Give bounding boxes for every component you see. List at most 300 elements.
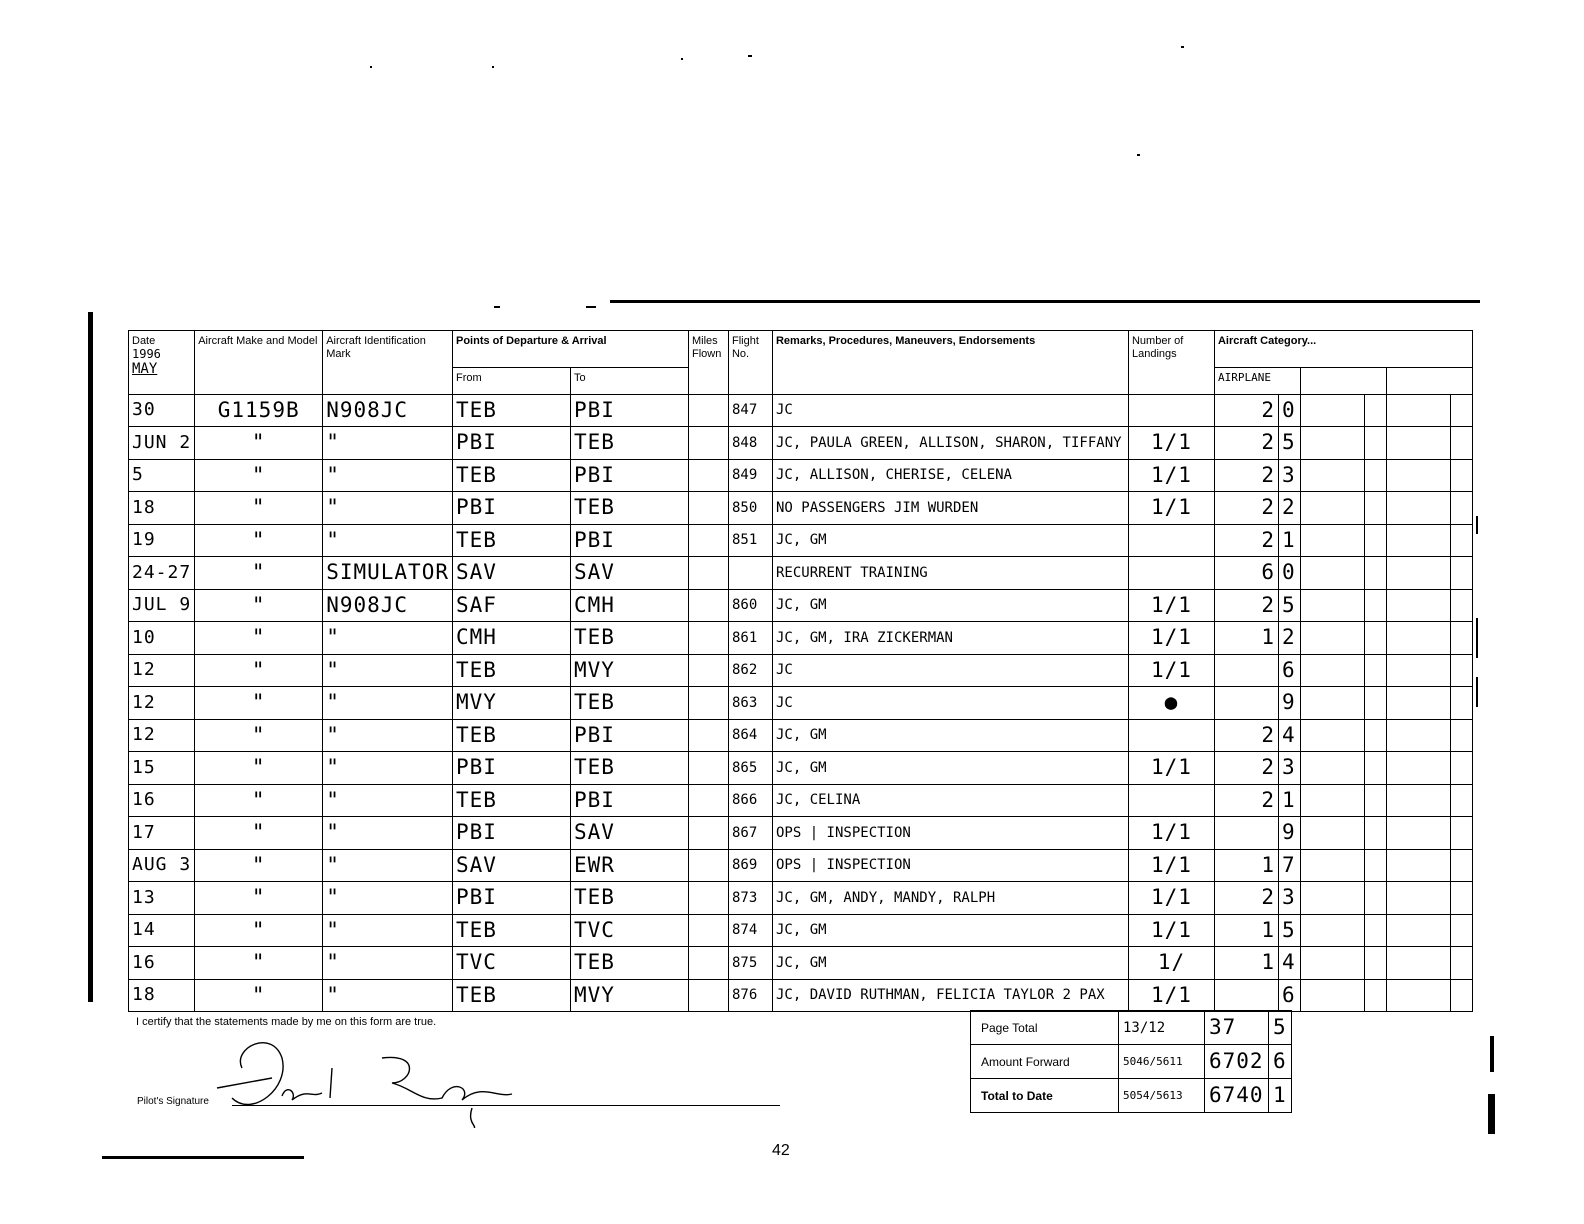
date-header-label: Date [132,335,156,347]
empty-cat-cell [1386,492,1450,525]
flight-cell: 860 [728,589,772,622]
miles-cell [688,589,728,622]
category-sub-empty-1 [1300,367,1386,394]
from-header: From [452,367,570,394]
ident-cell: " [323,654,453,687]
empty-cat-cell [1386,427,1450,460]
date-cell: 14 [129,914,195,947]
remarks-cell: JC [772,687,1128,720]
flight-cell: 848 [728,427,772,460]
empty-cat-cell [1450,882,1472,915]
right-margin-tick [1476,516,1478,534]
log-row [129,882,1473,915]
empty-cat-cell [1386,557,1450,590]
hours-cell: 1 [1214,849,1278,882]
empty-cat-cell [1300,849,1364,882]
hours-cell [1214,979,1278,1012]
make-cell: " [195,622,323,655]
total-to-date-row [971,1079,1292,1113]
ident-cell: " [323,524,453,557]
from-cell: TEB [452,784,570,817]
ident-cell: " [323,979,453,1012]
flight-cell: 850 [728,492,772,525]
ident-cell: " [323,427,453,460]
flight-cell: 867 [728,817,772,850]
remarks-cell: JC, ALLISON, CHERISE, CELENA [772,459,1128,492]
date-header [129,331,195,395]
empty-cat-cell [1450,719,1472,752]
tenths-cell: 9 [1278,687,1300,720]
right-margin-tick [1476,677,1478,707]
flight-cell: 869 [728,849,772,882]
miles-cell [688,622,728,655]
date-cell: 12 [129,654,195,687]
hours-cell: 2 [1214,394,1278,427]
date-cell: JUL 9 [129,589,195,622]
empty-cat-cell [1364,784,1386,817]
hours-cell: 2 [1214,719,1278,752]
log-row [129,492,1473,525]
log-row [129,394,1473,427]
make-cell: " [195,752,323,785]
hours-cell: 2 [1214,427,1278,460]
log-row [129,979,1473,1012]
page-total-landings: 13/12 [1119,1011,1205,1045]
empty-cat-cell [1450,492,1472,525]
empty-cat-cell [1450,394,1472,427]
landings-cell: 1/ [1128,947,1214,980]
remarks-cell: JC, GM [772,589,1128,622]
right-edge-mark [1490,1036,1494,1072]
empty-cat-cell [1450,687,1472,720]
remarks-cell: RECURRENT TRAINING [772,557,1128,590]
empty-cat-cell [1364,752,1386,785]
hours-cell: 2 [1214,784,1278,817]
from-cell: CMH [452,622,570,655]
landings-cell: 1/1 [1128,914,1214,947]
empty-cat-cell [1300,427,1364,460]
to-cell: MVY [570,979,688,1012]
top-rule [610,300,1480,303]
hours-cell [1214,687,1278,720]
remarks-cell: OPS | INSPECTION [772,817,1128,850]
make-cell: " [195,654,323,687]
from-cell: SAV [452,557,570,590]
miles-cell [688,427,728,460]
remarks-cell: JC, GM [772,914,1128,947]
date-cell: 12 [129,719,195,752]
miles-cell [688,654,728,687]
hours-cell: 2 [1214,524,1278,557]
ident-cell: " [323,687,453,720]
from-cell: TEB [452,979,570,1012]
remarks-cell: NO PASSENGERS JIM WURDEN [772,492,1128,525]
make-cell: " [195,557,323,590]
flight-cell: 865 [728,752,772,785]
empty-cat-cell [1364,979,1386,1012]
from-cell: TEB [452,394,570,427]
tenths-cell: 4 [1278,947,1300,980]
from-cell: TEB [452,459,570,492]
date-cell: 30 [129,394,195,427]
make-cell: " [195,589,323,622]
hours-cell [1214,817,1278,850]
flight-log-body [129,394,1473,1012]
ident-cell: " [323,784,453,817]
empty-cat-cell [1386,882,1450,915]
miles-cell [688,817,728,850]
category-header: Aircraft Category... [1214,331,1472,368]
to-cell: PBI [570,719,688,752]
from-cell: SAF [452,589,570,622]
flight-cell: 873 [728,882,772,915]
remarks-cell: JC, PAULA GREEN, ALLISON, SHARON, TIFFANY [772,427,1128,460]
empty-cat-cell [1386,849,1450,882]
amount-forward-landings: 5046/5611 [1119,1045,1205,1079]
make-cell: G1159B [195,394,323,427]
make-cell: " [195,719,323,752]
date-cell: AUG 3 [129,849,195,882]
remarks-header: Remarks, Procedures, Maneuvers, Endorsements [772,331,1128,395]
from-cell: TEB [452,524,570,557]
miles-cell [688,394,728,427]
make-cell: " [195,817,323,850]
aircraft-make-header: Aircraft Make and Model [195,331,323,395]
landings-cell: 1/1 [1128,979,1214,1012]
date-cell: 17 [129,817,195,850]
make-cell: " [195,979,323,1012]
tenths-cell: 2 [1278,622,1300,655]
log-row [129,849,1473,882]
page-total-hrs: 37 [1205,1011,1269,1045]
to-cell: TEB [570,882,688,915]
make-cell: " [195,524,323,557]
hours-cell: 2 [1214,492,1278,525]
right-edge-mark [1488,1094,1495,1134]
flight-cell: 875 [728,947,772,980]
landings-cell: 1/1 [1128,427,1214,460]
hours-cell [1214,654,1278,687]
empty-cat-cell [1450,524,1472,557]
date-cell: 12 [129,687,195,720]
amount-forward-label: Amount Forward [971,1045,1119,1079]
empty-cat-cell [1450,459,1472,492]
to-cell: TVC [570,914,688,947]
landings-cell: 1/1 [1128,459,1214,492]
empty-cat-cell [1300,557,1364,590]
flight-cell: 866 [728,784,772,817]
landings-cell: ● [1128,687,1214,720]
empty-cat-cell [1386,947,1450,980]
to-cell: PBI [570,784,688,817]
landings-cell [1128,719,1214,752]
right-margin-tick [1476,618,1478,658]
tenths-cell: 3 [1278,882,1300,915]
empty-cat-cell [1300,687,1364,720]
flight-cell: 851 [728,524,772,557]
ident-cell: " [323,849,453,882]
date-cell: 24-27 [129,557,195,590]
make-cell: " [195,459,323,492]
make-cell: " [195,914,323,947]
date-cell: 19 [129,524,195,557]
empty-cat-cell [1386,914,1450,947]
from-cell: TEB [452,654,570,687]
make-cell: " [195,784,323,817]
miles-cell [688,784,728,817]
log-row [129,784,1473,817]
empty-cat-cell [1450,427,1472,460]
to-header: To [570,367,688,394]
empty-cat-cell [1364,914,1386,947]
landings-cell [1128,784,1214,817]
empty-cat-cell [1364,524,1386,557]
empty-cat-cell [1364,687,1386,720]
remarks-cell: JC [772,394,1128,427]
log-row [129,622,1473,655]
to-cell: PBI [570,459,688,492]
flight-cell: 863 [728,687,772,720]
landings-cell: 1/1 [1128,882,1214,915]
total-to-date-tenths: 1 [1269,1079,1292,1113]
total-to-date-label: Total to Date [971,1079,1119,1113]
top-rule-short [586,306,596,308]
flight-cell [728,557,772,590]
date-cell: 16 [129,947,195,980]
to-cell: SAV [570,557,688,590]
empty-cat-cell [1386,589,1450,622]
miles-header: Miles Flown [688,331,728,395]
empty-cat-cell [1450,654,1472,687]
category-sub-empty-2 [1386,367,1472,394]
log-row [129,719,1473,752]
from-cell: PBI [452,427,570,460]
tenths-cell: 6 [1278,654,1300,687]
points-header: Points of Departure & Arrival [452,331,688,368]
empty-cat-cell [1300,394,1364,427]
log-row [129,947,1473,980]
from-cell: SAV [452,849,570,882]
make-cell: " [195,687,323,720]
amount-forward-hrs: 6702 [1205,1045,1269,1079]
ident-cell: " [323,622,453,655]
hours-cell: 2 [1214,589,1278,622]
tenths-cell: 1 [1278,784,1300,817]
page-total-row [971,1011,1292,1045]
ident-cell: " [323,492,453,525]
ident-cell: " [323,914,453,947]
empty-cat-cell [1364,589,1386,622]
tenths-cell: 5 [1278,914,1300,947]
empty-cat-cell [1386,752,1450,785]
to-cell: EWR [570,849,688,882]
miles-cell [688,492,728,525]
to-cell: MVY [570,654,688,687]
ident-cell: " [323,752,453,785]
empty-cat-cell [1364,882,1386,915]
to-cell: TEB [570,687,688,720]
log-row [129,687,1473,720]
empty-cat-cell [1364,394,1386,427]
ident-cell: " [323,719,453,752]
amount-forward-tenths: 6 [1269,1045,1292,1079]
category-sub-header: AIRPLANE [1214,367,1300,394]
tenths-cell: 7 [1278,849,1300,882]
log-row [129,817,1473,850]
to-cell: PBI [570,394,688,427]
miles-cell [688,719,728,752]
log-row [129,914,1473,947]
tenths-cell: 5 [1278,589,1300,622]
hours-cell: 2 [1214,882,1278,915]
to-cell: TEB [570,427,688,460]
left-binding-edge [88,312,93,1002]
empty-cat-cell [1386,817,1450,850]
landings-cell [1128,557,1214,590]
scan-speck [1137,154,1140,156]
empty-cat-cell [1386,719,1450,752]
hours-cell: 1 [1214,914,1278,947]
flight-cell: 864 [728,719,772,752]
from-cell: TEB [452,719,570,752]
from-cell: PBI [452,492,570,525]
log-row [129,752,1473,785]
miles-cell [688,524,728,557]
landings-cell: 1/1 [1128,492,1214,525]
empty-cat-cell [1450,817,1472,850]
page-total-label: Page Total [971,1011,1119,1045]
empty-cat-cell [1450,557,1472,590]
empty-cat-cell [1386,459,1450,492]
amount-forward-row [971,1045,1292,1079]
landings-cell [1128,524,1214,557]
log-row [129,557,1473,590]
empty-cat-cell [1364,849,1386,882]
remarks-cell: JC, GM, ANDY, MANDY, RALPH [772,882,1128,915]
empty-cat-cell [1364,654,1386,687]
empty-cat-cell [1300,752,1364,785]
signature-label: Pilot's Signature [137,1096,209,1107]
miles-cell [688,979,728,1012]
tenths-cell: 3 [1278,752,1300,785]
hours-cell: 2 [1214,752,1278,785]
remarks-cell: OPS | INSPECTION [772,849,1128,882]
empty-cat-cell [1300,784,1364,817]
miles-cell [688,882,728,915]
log-row [129,459,1473,492]
to-cell: CMH [570,589,688,622]
flight-cell: 849 [728,459,772,492]
hours-cell: 1 [1214,622,1278,655]
landings-cell: 1/1 [1128,817,1214,850]
empty-cat-cell [1364,459,1386,492]
tenths-cell: 0 [1278,394,1300,427]
tenths-cell: 5 [1278,427,1300,460]
date-cell: 16 [129,784,195,817]
to-cell: PBI [570,524,688,557]
empty-cat-cell [1300,947,1364,980]
hours-cell: 6 [1214,557,1278,590]
remarks-cell: JC, DAVID RUTHMAN, FELICIA TAYLOR 2 PAX [772,979,1128,1012]
empty-cat-cell [1450,849,1472,882]
empty-cat-cell [1450,622,1472,655]
remarks-cell: JC [772,654,1128,687]
make-cell: " [195,492,323,525]
ident-cell: " [323,882,453,915]
make-cell: " [195,849,323,882]
ident-cell: " [323,459,453,492]
to-cell: SAV [570,817,688,850]
scan-speck [492,66,494,68]
date-cell: JUN 2 [129,427,195,460]
to-cell: TEB [570,492,688,525]
from-cell: TVC [452,947,570,980]
remarks-cell: JC, GM [772,719,1128,752]
landings-cell: 1/1 [1128,589,1214,622]
landings-cell: 1/1 [1128,752,1214,785]
scan-speck [681,58,683,60]
log-row [129,524,1473,557]
miles-cell [688,947,728,980]
flight-cell: 876 [728,979,772,1012]
empty-cat-cell [1386,784,1450,817]
empty-cat-cell [1300,882,1364,915]
empty-cat-cell [1450,914,1472,947]
remarks-cell: JC, GM [772,947,1128,980]
tenths-cell: 3 [1278,459,1300,492]
from-cell: PBI [452,817,570,850]
tenths-cell: 9 [1278,817,1300,850]
empty-cat-cell [1300,817,1364,850]
tenths-cell: 6 [1278,979,1300,1012]
empty-cat-cell [1364,492,1386,525]
ident-cell: N908JC [323,394,453,427]
empty-cat-cell [1386,979,1450,1012]
hours-cell: 1 [1214,947,1278,980]
ident-cell: N908JC [323,589,453,622]
aircraft-id-header: Aircraft Identification Mark [323,331,453,395]
date-cell: 18 [129,979,195,1012]
empty-cat-cell [1300,622,1364,655]
to-cell: TEB [570,947,688,980]
date-cell: 15 [129,752,195,785]
empty-cat-cell [1364,427,1386,460]
empty-cat-cell [1450,784,1472,817]
from-cell: PBI [452,882,570,915]
empty-cat-cell [1364,719,1386,752]
date-cell: 18 [129,492,195,525]
date-cell: 13 [129,882,195,915]
scan-speck [370,66,372,68]
bottom-left-rule [102,1156,304,1159]
empty-cat-cell [1300,654,1364,687]
totals-table [970,1010,1292,1113]
flight-cell: 874 [728,914,772,947]
certify-statement: I certify that the statements made by me on this form are true. [136,1016,437,1028]
to-cell: TEB [570,752,688,785]
date-cell: 10 [129,622,195,655]
empty-cat-cell [1386,394,1450,427]
landings-cell: 1/1 [1128,849,1214,882]
empty-cat-cell [1300,524,1364,557]
miles-cell [688,752,728,785]
empty-cat-cell [1364,817,1386,850]
empty-cat-cell [1386,622,1450,655]
miles-cell [688,459,728,492]
tenths-cell: 4 [1278,719,1300,752]
empty-cat-cell [1364,622,1386,655]
empty-cat-cell [1300,492,1364,525]
